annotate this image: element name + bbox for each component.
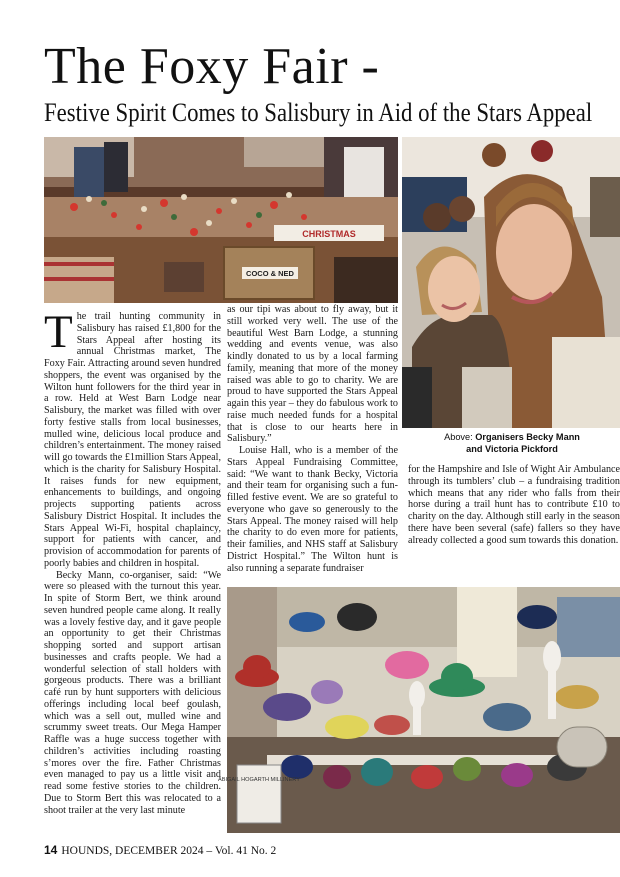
caption-names: Organisers Becky Mann (475, 432, 580, 442)
paragraph: as our tipi was about to fly away, but it still worked very well. The use of the beautiful West Barn Lodge, a stunning wedding and events venue, was also kindly donated to us by a local farming family, meaning that more of the money raised was able to go to charity. We are proud to have supported the Stars Appeal again this year – they do fabulous work to raise much needed funds for a hospital that is close to our hearts here in Salisbury.” (227, 304, 398, 445)
article-subtitle: Festive Spirit Comes to Salisbury in Aid of the Stars Appeal (44, 97, 593, 127)
millinery-stall-photo (218, 587, 620, 833)
paragraph: for the Hampshire and Isle of Wight Air Ambulance through its tumblers’ club – a fundraising tradition which means that any rider who falls from their horse during a trail hunt has to contribute £10 to charity on the day. Although still early in the season there have been several (safe) fallers so they have already collected a good sum towards this donation. (408, 464, 620, 546)
organisers-photo (402, 137, 620, 428)
article-column-3 (408, 464, 620, 580)
paragraph: Louise Hall, who is a member of the Stars Appeal Fundraising Committee, said: “We want to thank Becky, Victoria and their team for organising such a fun-filled festive event. We are so grateful to everyone who gave so generously to the Stars Appeal. The money raised will help the charity to do even more for patients, their families, and NHS staff at Salisbury District Hospital.” The Wilton hunt is also running a separate fundraiser (227, 445, 398, 574)
page-number: 14 (44, 843, 58, 857)
paragraph-text: he trail hunting community in Salisbury has raised £1,800 for the Stars Appeal after hosting its annual Christmas market, The Foxy Fair. Attracting around seven hundred shoppers, the event was organised by the Wilton hunt followers for the third year in a row. Held at West Barn Lodge near Salisbury, the market was filled with over forty festive stalls from local businesses, mulled wine, delicious local produce and children’s entertainment. The money raised will go towards the £1million Stars Appeal, which is the charity for Salisbury Hospital. It raises funds for new equipment, enhancements to buildings, and ongoing projects supporting patients across Salisbury District Hospital. It includes the Stars Appeal Wi-Fi, hospital chaplaincy, support for patients with cancer, and provision of accommodation for parents of poorly babies and children in hospital. (44, 311, 221, 569)
paragraph: Becky Mann, co-organiser, said: “We were so pleased with the turnout this year. In spite of Storm Bert, we think around seven hundred people came along. It really was a lovely festive day, and it gave people an opportunity to get their Christmas shopping sorted and support artisan businesses and crafts people. We had a wonderful selection of stall holders with gorgeous products. There was a brilliant café run by hunt supporters with delicious offerings including local beef goulash, which was a sell out, mulled wine and scrummy sweet treats. Our Mega Hamper Raffle was a huge success together with children’s activities including roasting s’mores over the fire. Father Christmas even managed to pay us a little visit and read some festive stories to the children. Due to Storm Bert this was relocated to a shoot trailer at the very last minute (44, 569, 221, 816)
article-column-2 (227, 304, 398, 580)
christmas-sign: CHRISTMAS (302, 229, 356, 239)
millinery-label: ABIGAIL HOGARTH MILLINERY (218, 777, 300, 783)
photo-caption (412, 432, 612, 455)
page-footer (44, 843, 276, 857)
article-title: The Foxy Fair - (44, 38, 380, 95)
article-column-1 (44, 306, 221, 831)
caption-names-line2: and Victoria Pickford (466, 443, 558, 454)
crate-label: COCO & NED (246, 269, 294, 278)
paragraph (44, 306, 221, 570)
publication-info: HOUNDS, DECEMBER 2024 – Vol. 41 No. 2 (61, 845, 277, 857)
christmas-market-photo (44, 137, 398, 303)
caption-prefix: Above: (444, 432, 476, 442)
drop-cap: T (44, 306, 73, 358)
